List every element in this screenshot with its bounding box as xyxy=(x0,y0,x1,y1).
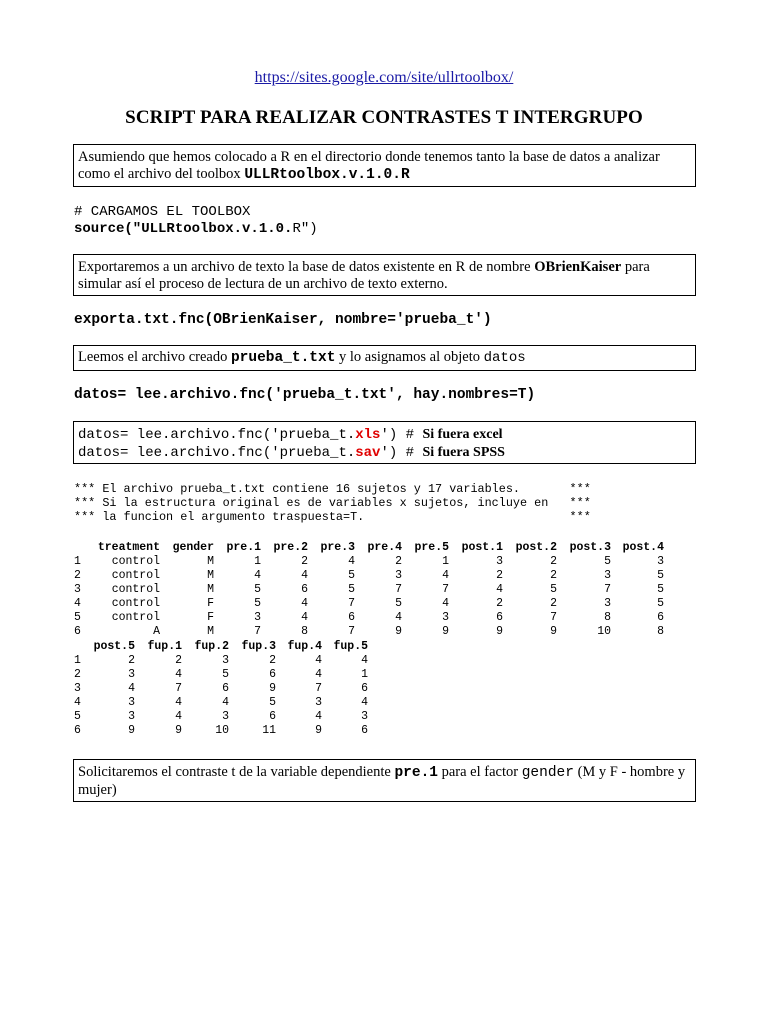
table-cell: 2 xyxy=(301,555,308,568)
table-row xyxy=(74,583,664,597)
table-header-row xyxy=(74,541,664,555)
table-cell: 4 xyxy=(348,555,355,568)
table-cell: M xyxy=(207,555,214,568)
row-index: 6 xyxy=(74,724,81,737)
contrast-box xyxy=(73,759,696,802)
table-cell: 5 xyxy=(269,696,276,709)
table-cell: 4 xyxy=(315,710,322,723)
table-cell: 5 xyxy=(254,597,261,610)
read-file-name: prueba_t.txt xyxy=(230,350,336,366)
table-cell: 7 xyxy=(254,625,261,638)
table-cell: 2 xyxy=(269,654,276,667)
contrast-text-b: para el factor xyxy=(441,764,519,780)
read-text-a: Leemos el archivo creado xyxy=(78,349,228,365)
table-cell: 4 xyxy=(361,654,368,667)
table-cell: 8 xyxy=(604,611,611,624)
table-header: pre.3 xyxy=(320,541,355,554)
table-cell: 7 xyxy=(550,611,557,624)
table-cell: F xyxy=(207,597,214,610)
table-header: fup.1 xyxy=(147,640,182,653)
row-index: 1 xyxy=(74,654,81,667)
table-cell: 2 xyxy=(395,555,402,568)
table-cell: 7 xyxy=(348,597,355,610)
note-line: *** El archivo prueba_t.txt contiene 16 sujetos y 17 variables. *** xyxy=(74,482,591,496)
code-comment: # CARGAMOS EL TOOLBOX xyxy=(74,204,251,220)
table-cell: 3 xyxy=(361,710,368,723)
table-cell: 6 xyxy=(348,611,355,624)
table-cell: control xyxy=(111,611,160,624)
table-header: fup.3 xyxy=(241,640,276,653)
row-index: 3 xyxy=(74,583,81,596)
contrast-factor: gender xyxy=(521,765,574,781)
table-header: fup.5 xyxy=(333,640,368,653)
table-cell: 3 xyxy=(395,569,402,582)
row-index: 2 xyxy=(74,569,81,582)
table-cell: 9 xyxy=(175,724,182,737)
table-cell: 4 xyxy=(315,668,322,681)
table-cell: 5 xyxy=(222,668,229,681)
table-cell: 4 xyxy=(175,668,182,681)
table-cell: 4 xyxy=(395,611,402,624)
table-row xyxy=(74,625,664,639)
table-row xyxy=(74,724,368,738)
table-header: pre.5 xyxy=(414,541,449,554)
table-cell: 6 xyxy=(301,583,308,596)
table-cell: 4 xyxy=(361,696,368,709)
table-cell: 8 xyxy=(657,625,664,638)
table-row xyxy=(74,611,664,625)
table-cell: 2 xyxy=(550,555,557,568)
table-cell: 3 xyxy=(657,555,664,568)
table-cell: 6 xyxy=(269,710,276,723)
page-title: SCRIPT PARA REALIZAR CONTRASTES T INTERGRUPO xyxy=(125,107,643,128)
table-cell: 9 xyxy=(395,625,402,638)
export-code: exporta.txt.fnc(OBrienKaiser, nombre='prueba_t') xyxy=(74,312,492,328)
row-index: 6 xyxy=(74,625,81,638)
table-header: post.1 xyxy=(461,541,503,554)
read-object-name: datos xyxy=(483,350,526,366)
export-text-a: Exportaremos a un archivo de texto la base de datos existente en R de nombre xyxy=(78,259,531,275)
export-dataset-name: OBrienKaiser xyxy=(534,259,622,275)
table-cell: M xyxy=(207,625,214,638)
table-cell: 2 xyxy=(550,569,557,582)
table-cell: 9 xyxy=(128,724,135,737)
alt-read-excel-ext: xls xyxy=(355,427,381,443)
table-cell: 5 xyxy=(348,583,355,596)
table-cell: 6 xyxy=(496,611,503,624)
row-index: 1 xyxy=(74,555,81,568)
row-index: 4 xyxy=(74,597,81,610)
table-row xyxy=(74,654,368,668)
table-cell: 7 xyxy=(395,583,402,596)
export-box xyxy=(73,254,696,296)
table-cell: 4 xyxy=(175,710,182,723)
read-box xyxy=(73,345,696,371)
row-index: 5 xyxy=(74,710,81,723)
table-cell: 9 xyxy=(269,682,276,695)
table-cell: 5 xyxy=(657,583,664,596)
table-cell: 5 xyxy=(254,583,261,596)
source-line xyxy=(74,221,318,238)
table-cell: 9 xyxy=(315,724,322,737)
table-cell: 4 xyxy=(254,569,261,582)
table-cell: 3 xyxy=(128,710,135,723)
table-row xyxy=(74,682,368,696)
table-cell: 3 xyxy=(604,569,611,582)
table-header: fup.2 xyxy=(194,640,229,653)
table-cell: 3 xyxy=(128,668,135,681)
table-cell: 2 xyxy=(175,654,182,667)
export-text-b: para simular así el proceso de lectura de un archivo de texto externo. xyxy=(78,259,650,292)
table-header xyxy=(74,541,86,555)
table-cell: 7 xyxy=(175,682,182,695)
table-header: pre.1 xyxy=(226,541,261,554)
table-cell: 10 xyxy=(215,724,229,737)
alt-read-spss-b: ') # xyxy=(380,445,415,461)
table-header: pre.2 xyxy=(273,541,308,554)
table-header: post.3 xyxy=(569,541,611,554)
table-cell: control xyxy=(111,555,160,568)
table-row xyxy=(74,696,368,710)
row-index: 5 xyxy=(74,611,81,624)
table-cell: 2 xyxy=(496,597,503,610)
site-url-link[interactable]: https://sites.google.com/site/ullrtoolbox/ xyxy=(254,69,514,86)
table-cell: 4 xyxy=(301,611,308,624)
table-header: post.4 xyxy=(622,541,664,554)
alt-read-excel xyxy=(78,426,691,444)
table-cell: 9 xyxy=(550,625,557,638)
table-cell: 10 xyxy=(597,625,611,638)
alt-read-spss-note: Si fuera SPSS xyxy=(422,445,505,460)
site-url[interactable] xyxy=(0,69,768,87)
source-line-a: source("ULLRtoolbox.v.1.0. xyxy=(74,221,293,237)
table-cell: control xyxy=(111,583,160,596)
table-cell: 5 xyxy=(395,597,402,610)
table-cell: 4 xyxy=(301,569,308,582)
table-cell: 3 xyxy=(442,611,449,624)
table-cell: 3 xyxy=(604,597,611,610)
read-text-b: y lo asignamos al objeto xyxy=(339,349,480,365)
table-header: gender xyxy=(172,541,214,554)
table-cell: 1 xyxy=(254,555,261,568)
table-header: pre.4 xyxy=(367,541,402,554)
table-header: post.5 xyxy=(93,640,135,653)
table-cell: 3 xyxy=(222,710,229,723)
table-cell: 3 xyxy=(315,696,322,709)
table-cell: 4 xyxy=(301,597,308,610)
table-cell: 4 xyxy=(175,696,182,709)
table-cell: 7 xyxy=(315,682,322,695)
source-line-c: ") xyxy=(300,221,318,237)
table-cell: 2 xyxy=(550,597,557,610)
table-row xyxy=(74,668,368,682)
alt-read-excel-b: ') # xyxy=(380,427,415,443)
table-cell: 7 xyxy=(348,625,355,638)
table-cell: 4 xyxy=(496,583,503,596)
table-header: post.2 xyxy=(515,541,557,554)
data-table-2 xyxy=(74,640,368,738)
note-line: *** la funcion el argumento traspuesta=T. *** xyxy=(74,510,591,524)
table-cell: 11 xyxy=(262,724,276,737)
table-cell: 4 xyxy=(442,597,449,610)
read-code: datos= lee.archivo.fnc('prueba_t.txt', hay.nombres=T) xyxy=(74,387,536,403)
table-cell: 5 xyxy=(550,583,557,596)
table-cell: 9 xyxy=(496,625,503,638)
alt-read-spss-ext: sav xyxy=(355,445,381,461)
table-cell: 7 xyxy=(604,583,611,596)
table-cell: A xyxy=(153,625,160,638)
note-line: *** Si la estructura original es de variables x sujetos, incluye en *** xyxy=(74,496,591,510)
table-header xyxy=(74,640,86,654)
table-cell: 9 xyxy=(442,625,449,638)
row-index: 3 xyxy=(74,682,81,695)
table-cell: 3 xyxy=(222,654,229,667)
row-index: 2 xyxy=(74,668,81,681)
load-toolbox-code xyxy=(74,204,318,238)
table-cell: control xyxy=(111,597,160,610)
intro-toolbox-file: ULLRtoolbox.v.1.0.R xyxy=(244,167,410,183)
table-cell: 2 xyxy=(128,654,135,667)
intro-text: Asumiendo que hemos colocado a R en el directorio donde tenemos tanto la base de datos a analizar como el archivo del toolbox xyxy=(78,149,660,182)
table-cell: 8 xyxy=(301,625,308,638)
table-header: treatment xyxy=(97,541,160,554)
table-cell: 3 xyxy=(496,555,503,568)
source-line-b: R xyxy=(292,221,301,237)
intro-box xyxy=(73,144,696,187)
table-row xyxy=(74,555,664,569)
contrast-text-a: Solicitaremos el contraste t de la variable dependiente xyxy=(78,764,391,780)
table-cell: 4 xyxy=(442,569,449,582)
table-cell: 1 xyxy=(361,668,368,681)
table-header: fup.4 xyxy=(287,640,322,653)
alt-read-excel-note: Si fuera excel xyxy=(422,427,503,442)
alt-read-spss-a: datos= lee.archivo.fnc('prueba_t. xyxy=(78,445,356,461)
table-row xyxy=(74,597,664,611)
table-cell: 1 xyxy=(442,555,449,568)
alt-read-excel-a: datos= lee.archivo.fnc('prueba_t. xyxy=(78,427,356,443)
table-row xyxy=(74,710,368,724)
table-cell: 6 xyxy=(361,724,368,737)
table-cell: 3 xyxy=(254,611,261,624)
table-cell: 7 xyxy=(442,583,449,596)
data-table-1 xyxy=(74,541,664,639)
table-cell: 2 xyxy=(496,569,503,582)
table-cell: 6 xyxy=(269,668,276,681)
table-cell: 5 xyxy=(348,569,355,582)
contrast-text-c: (M y F - hombre y mujer) xyxy=(78,764,686,798)
table-cell: M xyxy=(207,569,214,582)
alt-read-box xyxy=(73,421,696,464)
table-header-row xyxy=(74,640,368,654)
table-cell: 5 xyxy=(604,555,611,568)
table-cell: 3 xyxy=(128,696,135,709)
table-cell: 6 xyxy=(222,682,229,695)
table-cell: M xyxy=(207,583,214,596)
table-cell: 5 xyxy=(657,569,664,582)
table-cell: 4 xyxy=(128,682,135,695)
contrast-variable: pre.1 xyxy=(394,765,438,781)
table-cell: 4 xyxy=(315,654,322,667)
row-index: 4 xyxy=(74,696,81,709)
table-cell: 4 xyxy=(222,696,229,709)
table-cell: F xyxy=(207,611,214,624)
table-cell: control xyxy=(111,569,160,582)
table-cell: 5 xyxy=(657,597,664,610)
table-cell: 6 xyxy=(657,611,664,624)
console-notes xyxy=(74,482,591,524)
alt-read-spss xyxy=(78,444,691,462)
table-cell: 6 xyxy=(361,682,368,695)
table-row xyxy=(74,569,664,583)
